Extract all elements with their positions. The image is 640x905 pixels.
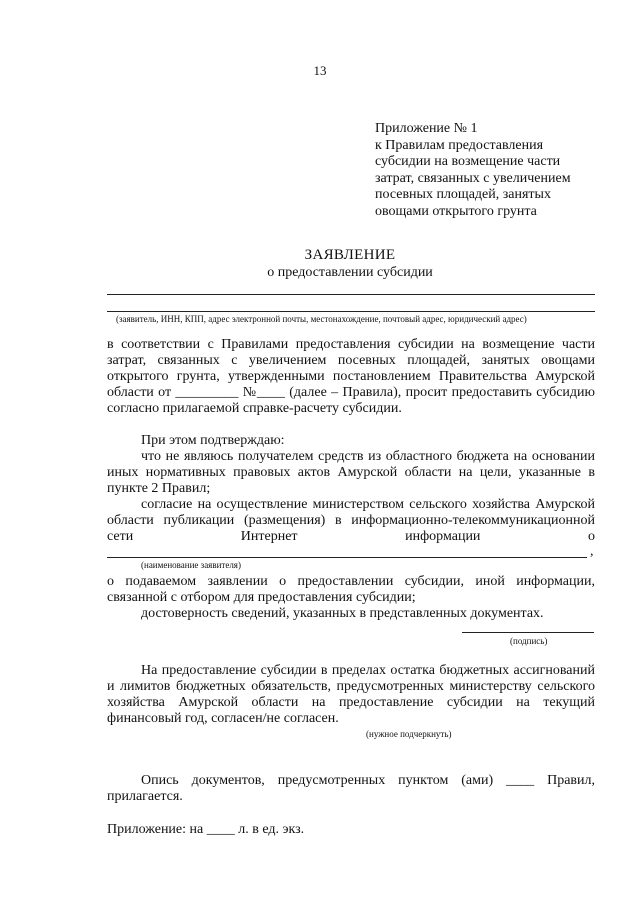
appendix-line: субсидии на возмещение части: [375, 154, 561, 169]
intro-line: в соответствии с Правилами предоставления субсидии на возмещение части: [107, 337, 595, 352]
signature-line: [462, 632, 594, 633]
appendix-line: к Правилам предоставления: [375, 137, 544, 153]
consent-line: хозяйства Амурской области на предоставление субсидии на текущий: [107, 695, 595, 710]
intro-line: затрат, связанных с увеличением посевных площадей, занятых овощами: [107, 353, 595, 368]
confirm-item-1-line: иных нормативных правовых актов Амурской области на цели, указанные в: [107, 465, 595, 480]
document-subtitle: о предоставлении субсидии: [267, 265, 433, 280]
appendix-line: овощами открытого грунта: [375, 203, 537, 219]
inventory-line-1: Опись документов, предусмотренных пунктом (ами) ____ Правил,: [141, 773, 595, 788]
applicant-caption: (заявитель, ИНН, КПП, адрес электронной почты, местонахождение, почтовый адрес, юридический адрес): [116, 314, 527, 324]
confirm-item-1-line: что не являюсь получателем средств из областного бюджета на основании: [141, 449, 595, 464]
appendix-line: затрат, связанных с увеличением: [375, 170, 571, 186]
consent-line: На предоставление субсидии в пределах остатка бюджетных ассигнований: [141, 663, 595, 678]
confirm-item-2-tail-line: связанной с отбором для предоставления субсидии;: [107, 590, 416, 605]
appendix-line: посевных площадей, занятых: [375, 187, 551, 202]
confirm-item-3: достоверность сведений, указанных в представленных документах.: [141, 606, 544, 621]
confirm-heading: При этом подтверждаю:: [141, 433, 285, 448]
confirm-item-2-line: области публикации (размещения) в информационно-телекоммуникационной: [107, 513, 595, 528]
comma: ,: [590, 544, 594, 559]
applicant-name-line: [107, 557, 587, 558]
applicant-line-2: [107, 311, 595, 312]
confirm-item-2-tail-line: о подаваемом заявлении о предоставлении субсидии, иной информации,: [107, 574, 595, 589]
confirm-item-2-line: согласие на осуществление министерством сельского хозяйства Амурской: [141, 497, 595, 512]
page-number: 13: [313, 63, 327, 78]
document-title: ЗАЯВЛЕНИЕ: [304, 247, 396, 263]
consent-line: и лимитов бюджетных обязательств, предусмотренных министерству сельского: [107, 679, 595, 694]
intro-line: области от _________ №____ (далее – Правила), просит предоставить субсидию: [107, 385, 595, 400]
signature-caption: (подпись): [510, 636, 548, 646]
consent-line: финансовый год, согласен/не согласен.: [107, 711, 339, 726]
consent-caption: (нужное подчеркнуть): [366, 729, 452, 739]
appendix-line: Приложение № 1: [375, 121, 478, 136]
attachment-line: Приложение: на ____ л. в ед. экз.: [107, 822, 305, 837]
intro-line: открытого грунта, утвержденными постановлением Правительства Амурской: [107, 369, 595, 384]
inventory-line-2: прилагается.: [107, 789, 183, 804]
intro-line: согласно прилагаемой справке-расчету субсидии.: [107, 401, 402, 416]
confirm-item-1-line: пункте 2 Правил;: [107, 481, 211, 496]
applicant-line-1: [107, 294, 595, 295]
appendix-note: [375, 121, 615, 220]
confirm-item-2-line: сети Интернет информации о: [107, 529, 595, 544]
applicant-name-caption: (наименование заявителя): [141, 560, 241, 570]
